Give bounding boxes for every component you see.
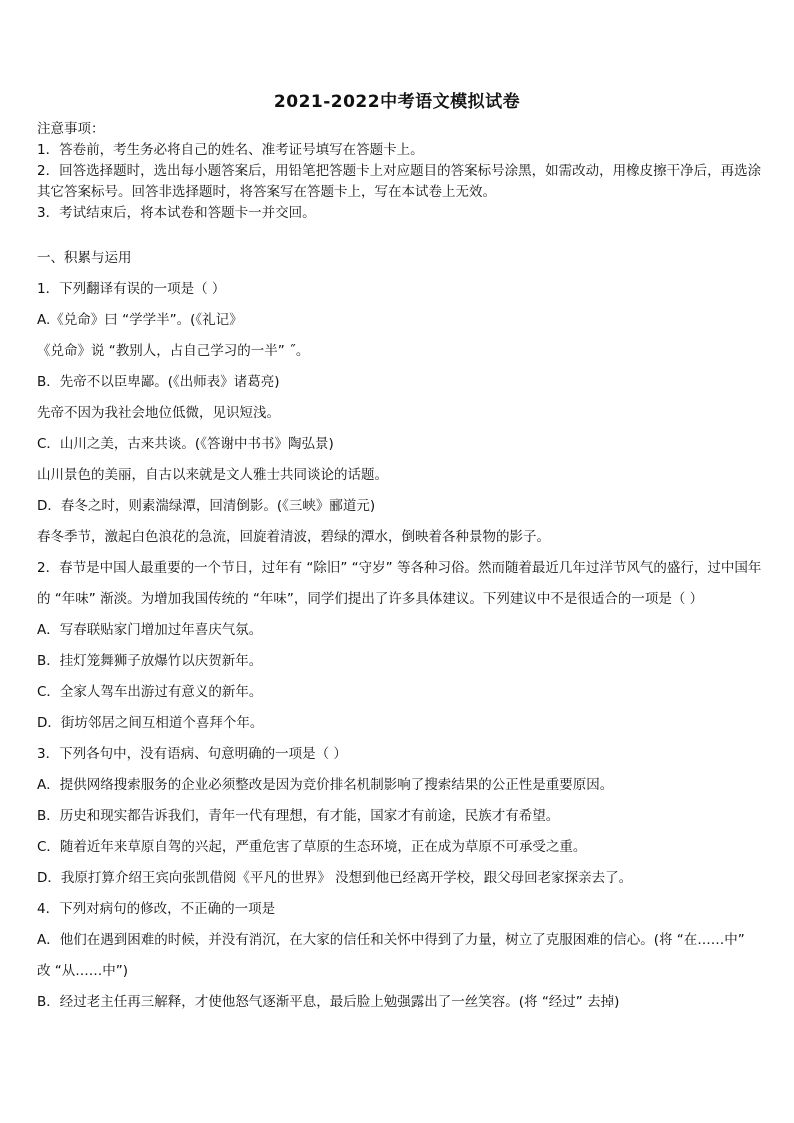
question-1-option-a: A.《兑命》曰 “学学半”。(《礼记》	[37, 312, 243, 328]
exam-content	[37, 243, 762, 1018]
notice-item: 3．考试结束后，将本试卷和答题卡一并交回。	[37, 205, 316, 221]
question-4-option-a: A．他们在遇到困难的时候，并没有消沉，在大家的信任和关怀中得到了力量，树立了克服困难的信心。(将 “在……中” 改 “从……中”)	[37, 932, 745, 979]
question-1-option-b: B．先帝不以臣卑鄙。(《出师表》诸葛亮)	[37, 374, 280, 390]
question-1-option-c-translation: 山川景色的美丽，自古以来就是文人雅士共同谈论的话题。	[37, 467, 388, 483]
notice-heading: 注意事项：	[37, 121, 105, 137]
question-1-option-b-translation: 先帝不因为我社会地位低微，见识短浅。	[37, 405, 280, 421]
question-3-option-b: B．历史和现实都告诉我们，青年一代有理想，有才能，国家才有前途，民族才有希望。	[37, 808, 560, 824]
question-1-option-a-translation: 《兑命》说 “教别人，占自己学习的一半” ˝。	[37, 343, 310, 359]
notice-item: 1．答卷前，考生务必将自己的姓名、准考证号填写在答题卡上。	[37, 142, 424, 158]
question-1-stem: 1．下列翻译有误的一项是（ ）	[37, 281, 226, 297]
question-1-option-c: C．山川之美，古来共谈。(《答谢中书书》陶弘景)	[37, 436, 334, 452]
question-3-option-a: A．提供网络搜索服务的企业必须整改是因为竞价排名机制影响了搜索结果的公正性是重要原因。	[37, 777, 614, 793]
question-1-option-d-translation: 春冬季节，激起白色浪花的急流，回旋着清波，碧绿的潭水，倒映着各种景物的影子。	[37, 529, 550, 545]
question-3-option-d: D．我原打算介绍王宾向张凯借阅《平凡的世界》 没想到他已经离开学校，跟父母回老家探亲去了。	[37, 870, 633, 886]
notice-item: 2．回答选择题时，选出每小题答案后，用铅笔把答题卡上对应题目的答案标号涂黑，如需改动，用橡皮擦干净后，再选涂其它答案标号。回答非选择题时，将答案写在答题卡上，写在本试卷上无效。	[37, 163, 762, 200]
question-2-option-c: C．全家人驾车出游过有意义的新年。	[37, 684, 263, 700]
question-3-option-c: C．随着近年来草原自驾的兴起，严重危害了草原的生态环境，正在成为草原不可承受之重。	[37, 839, 587, 855]
question-4-option-b: B．经过老主任再三解释，才使他怒气逐渐平息，最后脸上勉强露出了一丝笑容。(将 “经过” 去掉)	[37, 994, 620, 1010]
question-2-stem: 2．春节是中国人最重要的一个节日，过年有 “除旧” “守岁” 等各种习俗。然而随着最近几年过洋节风气的盛行，过中国年的 “年味” 渐淡。为增加我国传统的 “年味”，同学们提出了许多具体建议。下列建议中不是很适合的一项是（ ）	[37, 560, 762, 607]
question-2-option-b: B．挂灯笼舞狮子放爆竹以庆贺新年。	[37, 653, 263, 669]
question-4-stem: 4．下列对病句的修改，不正确的一项是	[37, 901, 276, 917]
question-2-option-d: D．街坊邻居之间互相道个喜拜个年。	[37, 715, 264, 731]
exam-title: 2021-2022中考语文模拟试卷	[273, 92, 521, 112]
section-heading: 一、积累与运用	[37, 250, 132, 266]
notice-block	[37, 119, 762, 224]
question-1-option-d: D．春冬之时，则素湍绿潭，回清倒影。(《三峡》郦道元)	[37, 498, 376, 514]
question-2-option-a: A．写春联贴家门增加过年喜庆气氛。	[37, 622, 263, 638]
question-3-stem: 3．下列各句中，没有语病、句意明确的一项是（ ）	[37, 746, 347, 762]
